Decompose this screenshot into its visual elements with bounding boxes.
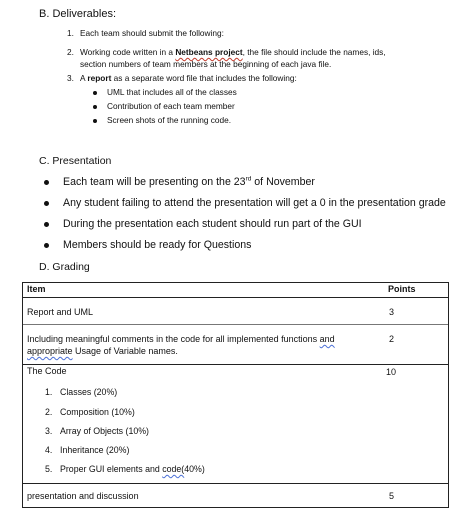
row-report-uml-item: Report and UML <box>27 307 94 317</box>
item-text-cont: , the file should include the names, ids, <box>242 47 386 57</box>
item-number: 2. <box>67 47 74 57</box>
row-code-item: The Code <box>27 366 67 376</box>
sub-bullet-screenshots <box>93 115 231 126</box>
bullet-text-cont: of November <box>251 176 315 188</box>
header-item: Item <box>27 284 46 294</box>
bullet-icon <box>93 119 97 123</box>
deliverable-item-2-line2: section numbers of team members at the beginning of each java file. <box>80 59 332 69</box>
netbeans-project-text: Netbeans project <box>175 47 243 57</box>
item-text: Proper GUI elements and <box>60 464 163 474</box>
bullet-text: Any student failing to attend the presentation will get a 0 in the presentation grade <box>63 197 446 209</box>
grading-table <box>22 282 449 508</box>
flagged-word: and <box>319 334 335 344</box>
presentation-bullet-1 <box>44 175 315 189</box>
item-number: 1. <box>67 28 74 38</box>
bullet-text: During the presentation each student should run part of the GUI <box>63 218 362 230</box>
row-presentation-item: presentation and discussion <box>27 491 139 501</box>
sub-bullet-text: UML that includes all of the classes <box>107 87 237 97</box>
row-code-points: 10 <box>386 367 397 377</box>
row-divider <box>23 324 448 325</box>
item-number: 2. <box>45 407 53 417</box>
item-number: 5. <box>45 464 53 474</box>
row-divider <box>23 364 448 365</box>
ordinal-suffix: rd <box>245 175 252 183</box>
row-text: Usage of Variable names. <box>72 346 178 356</box>
flagged-word: appropriate <box>27 346 73 356</box>
sub-bullet-uml <box>93 87 237 98</box>
item-text-cont: as a separate word file that includes the following: <box>111 73 297 83</box>
bullet-icon <box>44 222 49 227</box>
bullet-text: Members should be ready for Questions <box>63 239 252 251</box>
deliverable-item-3 <box>67 73 297 84</box>
bullet-icon <box>44 180 49 185</box>
deliverable-item-2 <box>67 47 386 58</box>
item-text: A <box>80 73 88 83</box>
item-number: 3. <box>67 73 74 83</box>
row-presentation-points: 5 <box>389 491 395 501</box>
row-comments-item-line1 <box>27 334 335 344</box>
item-number: 3. <box>45 426 53 436</box>
code-item-array-of-objects <box>45 426 149 436</box>
code-item-classes <box>45 387 117 397</box>
item-text: Each team should submit the following: <box>80 28 224 38</box>
item-text: Composition (10%) <box>60 407 135 417</box>
presentation-bullet-3 <box>44 217 362 231</box>
row-comments-points: 2 <box>389 334 395 344</box>
header-points: Points <box>388 284 416 294</box>
bullet-icon <box>93 105 97 109</box>
presentation-bullet-4 <box>44 238 251 252</box>
sub-bullet-contribution <box>93 101 235 112</box>
section-b-heading: B. Deliverables: <box>39 8 117 20</box>
bullet-icon <box>44 201 49 206</box>
section-c-heading: C. Presentation <box>39 155 112 167</box>
bullet-icon <box>44 243 49 248</box>
sub-bullet-text: Screen shots of the running code. <box>107 115 232 125</box>
row-report-uml-points: 3 <box>389 307 395 317</box>
flagged-word: code( <box>162 464 185 474</box>
deliverable-item-1 <box>67 28 224 39</box>
row-divider <box>23 297 448 298</box>
presentation-bullet-2 <box>44 196 446 210</box>
item-text: Inheritance (20%) <box>60 445 130 455</box>
item-number: 1. <box>45 387 53 397</box>
row-divider <box>23 483 448 484</box>
item-text-cont: 40%) <box>184 464 205 474</box>
item-text: Working code written in a <box>80 47 176 57</box>
report-bold-text: report <box>87 73 112 83</box>
item-text: Classes (20%) <box>60 387 118 397</box>
row-text: Including meaningful comments in the code for all implemented functions <box>27 334 320 344</box>
section-d-heading: D. Grading <box>39 261 90 273</box>
bullet-icon <box>93 91 97 95</box>
row-comments-item-line2 <box>27 346 178 356</box>
item-number: 4. <box>45 445 53 455</box>
sub-bullet-text: Contribution of each team member <box>107 101 235 111</box>
code-item-gui-elements <box>45 464 205 474</box>
code-item-inheritance <box>45 445 129 455</box>
code-item-composition <box>45 407 135 417</box>
bullet-text: Each team will be presenting on the 23 <box>63 176 246 188</box>
item-text: Array of Objects (10%) <box>60 426 149 436</box>
